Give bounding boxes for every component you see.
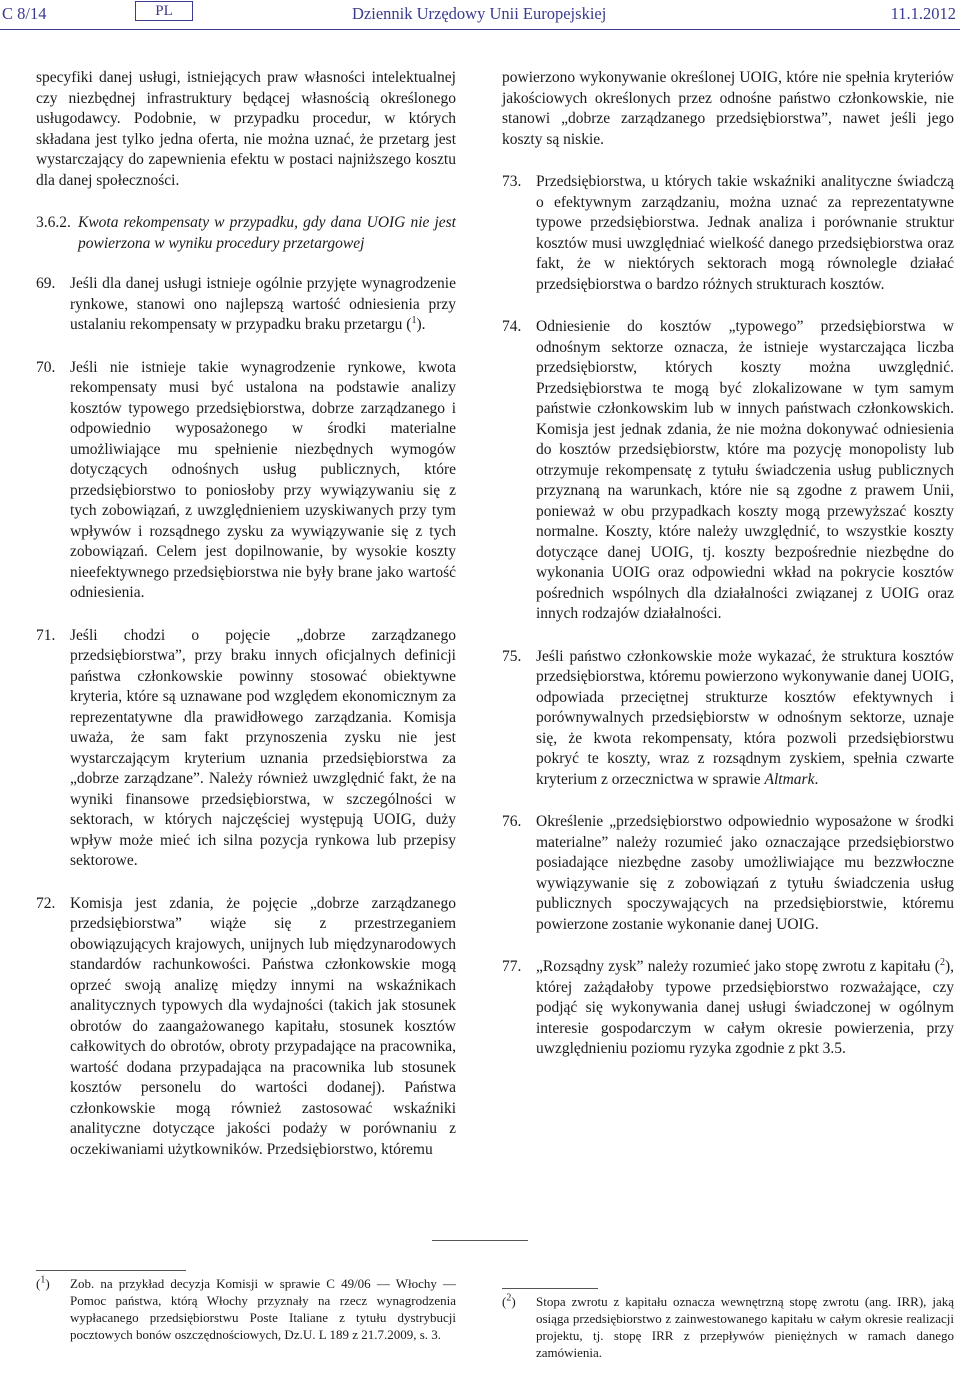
- section-title: Kwota rekompensaty w przypadku, gdy dana UOIG nie jest powierzona w wyniku procedury przetargowej: [78, 214, 456, 252]
- paragraph-72: 72. Komisja jest zdania, że pojęcie „dobrze zarządzanego przedsiębiorstwa” wiąże się z przestrzeganiem obowiązujących krajowych, unijnych lub międzynarodowych standardów rachunkowości. Państwa członkowskie mogą oprzeć swoją analizę między innymi na wskaźnikach analitycznych typowych dla wydajności (takich jak stosunek obrotów do zaangażowanego kapitału, stosunek kosztów całkowitych do obrotów, obroty przypadające na pracownika, wartość dodana przypadająca na pracownika lub stosunek kosztów personelu do wartości dodanej). Państwa członkowskie mogą również zastosować wskaźniki analityczne dotyczące jakości podaży w porównaniu z oczekiwaniami użytkowników. Przedsiębiorstwo, któremu: [36, 894, 456, 1161]
- footnote-marker: ($^2$): [502, 1292, 516, 1309]
- footnote-marker: ($^1$): [36, 1274, 50, 1291]
- paragraph-number: 70.: [36, 358, 56, 376]
- paragraph-number: 75.: [502, 647, 522, 665]
- left-column: [36, 68, 456, 1160]
- header-rule: [0, 29, 960, 30]
- paragraph-71: 71. Jeśli chodzi o pojęcie „dobrze zarządzanego przedsiębiorstwa”, przy braku innych oficjalnych definicji państwa członkowskie powinny stosować obiektywne kryteria, które są uznawane pod względem ekonomicznym za reprezentatywne dla prawidłowego zarządzania. Komisja uważa, że sam fakt przynoszenia zysku nie jest wystarczającym kryterium uznania przedsiębiorstwa za „dobrze zarządzane”. Należy również uwzględnić fakt, że na wyniki finansowe przedsiębiorstwa, w szczególności w sektorach, w których najczęściej występują UOIG, duży wpływ może mieć ich silna pozycja rynkowa lub przepisy sektorowe.: [36, 626, 456, 872]
- footnote-text: Zob. na przykład decyzja Komisji w sprawie C 49/06 — Włochy — Pomoc państwa, którą Włochy przyznały na rzecz wynagrodzenia wypłacanego przedsiębiorstwu Poste Italiane z tytułu dystrybucji pocztowych bonów oszczędnościowych, Dz.U. L 189 z 21.7.2009, s. 3.: [70, 1276, 456, 1342]
- issue-date: 11.1.2012: [890, 4, 956, 23]
- journal-title: Dziennik Urzędowy Unii Europejskiej: [352, 4, 607, 23]
- left-intro-paragraph: specyfiki danej usługi, istniejących praw własności intelektualnej czy niezbędnej infrastruktury będącej własnością określonego usługodawcy. Podobnie, w przypadku procedur, w których składana jest tylko jedna oferta, nie można uznać, że przetarg jest wystarczający do zapewnienia efektu w postaci najniższego kosztu dla danej społeczności.: [36, 69, 456, 189]
- case-name: Altmark: [764, 770, 815, 788]
- paragraph-73: 73. Przedsiębiorstwa, u których takie wskaźniki analityczne świadczą o efektywnym zarządzaniu, można uznać za reprezentatywne typowe przedsiębiorstwa. Jednak analiza i porównanie struktur kosztów musi uwzględniać wielkość danego przedsiębiorstwa oraz fakt, że w niektórych sektorach mogą równolegle działać przedsiębiorstwa o bardzo różnych strukturach kosztów.: [502, 172, 954, 295]
- paragraph-75: 75. Jeśli państwo członkowskie może wykazać, że struktura kosztów przedsiębiorstwa, któremu powierzono wykonywanie danej UOIG, odpowiada przeciętnej strukturze kosztów efektywnych i porównywalnych przedsiębiorstw w odnośnym sektorze, uznaje się, że kwota rekompensaty, która pozwoli przedsiębiorstwu pokryć te koszty, wraz z rozsądnym zyskiem, spełnia czwarte kryterium z orzecznictwa w sprawie Altmark.: [502, 647, 954, 791]
- paragraph-70: 70. Jeśli nie istnieje takie wynagrodzenie rynkowe, kwota rekompensaty musi być ustalona na podstawie analizy kosztów typowego przedsiębiorstwa, dobrze zarządzanego i odpowiednio wyposażonego w środki materialne umożliwiające mu spełnienie niezbędnych wymogów dotyczących odnośnych usług publicznych, które przedsiębiorstwo to poniosłoby przy wywiązywaniu się z tych zobowiązań, z uwzględnieniem uzyskiwanych przy tym wpływów i rozsądnego zysku za wywiązywanie się z tych zobowiązań. Celem jest dopilnowanie, by wysokie koszty nieefektywnego przedsiębiorstwa nie były brane jako wartość odniesienia.: [36, 358, 456, 604]
- footnote-2: [502, 1293, 954, 1361]
- paragraph-74: 74. Odniesienie do kosztów „typowego” przedsiębiorstwa w odnośnym sektorze oznacza, że istnieje wystarczająca liczba przedsiębiorstw, których koszty można uwzględnić. Przedsiębiorstwa te mogą być zlokalizowane w tym samym państwie członkowskim lub w innych państwach członkowskich. Komisja jest jednak zdania, że nie można dokonywać odniesienia do kosztów przedsiębiorstw, które ma pozycję monopolisty lub otrzymuje rekompensatę z tytułu świadczenia usług publicznych przyznaną na warunkach, które nie są zgodne z prawem Unii, ponieważ w obu przypadkach koszty mogą przewyższać koszty normalne. Koszty, które należy uwzględnić, to wszystkie koszty dotyczące danej UOIG, tj. koszty bezpośrednie niezbędne do wykonania UOIG oraz odpowiedni wkład na pokrycie kosztów pośrednich wspólnych dla działalności związanej z UOIG oraz innych rodzajów działalności.: [502, 317, 954, 625]
- footnote-1: [36, 1275, 456, 1343]
- paragraph-number: 71.: [36, 626, 56, 644]
- footnote-text: Stopa zwrotu z kapitału oznacza wewnętrzną stopę zwrotu (ang. IRR), jaką osiąga przedsiębiorstwo z zainwestowanego kapitału w całym okresie realizacji projektu, tj. stopę IRR z przepływów pieniężnych w ramach danego zamówienia.: [536, 1294, 954, 1360]
- paragraph-number: 77.: [502, 958, 522, 975]
- page-header: [0, 0, 960, 30]
- footnote-ref-1[interactable]: 1: [411, 314, 417, 326]
- footnote-rule-right: [502, 1288, 598, 1289]
- paragraph-number: 73.: [502, 173, 522, 190]
- paragraph-number: 76.: [502, 813, 522, 830]
- right-column: [502, 68, 954, 1060]
- paragraph-69: 69. Jeśli dla danej usługi istnieje ogólnie przyjęte wynagrodzenie rynkowe, stanowi ono najlepszą wartość odniesienia przy ustalaniu rekompensaty w przypadku braku przetargu ($^1$).: [36, 274, 456, 336]
- paragraph-77: 77. „Rozsądny zysk” należy rozumieć jako stopę zwrotu z kapitału ($^2$), której zażądałoby typowe przedsiębiorstwo rozważające, czy podjąć się wykonywania danej usługi świadczonej w ogólnym interesie gospodarczym w całym okresie powierzenia, przy uwzględnieniu poziomu ryzyka zgodnie z pkt 3.5.: [502, 957, 954, 1060]
- section-number: 3.6.2.: [36, 214, 71, 231]
- paragraph-number: 69.: [36, 275, 56, 292]
- paragraph-76: 76. Określenie „przedsiębiorstwo odpowiednio wyposażone w środki materialne” należy rozumieć jako oznaczające przedsiębiorstwo posiadające niezbędne zasoby umożliwiające mu bezzwłoczne wywiązywanie się z zobowiązań z tytułu świadczenia usług publicznych spoczywających na przedsiębiorstwie, któremu powierzone zostanie wykonanie danej UOIG.: [502, 812, 954, 935]
- paragraph-number: 72.: [36, 894, 56, 912]
- page-number: C 8/14: [2, 4, 47, 23]
- footnote-rule-left: [36, 1270, 186, 1271]
- paragraph-number: 74.: [502, 318, 522, 335]
- footnote-ref-2[interactable]: 2: [939, 956, 945, 968]
- language-badge: PL: [135, 1, 193, 21]
- content-end-rule: [432, 1240, 528, 1241]
- section-heading: [36, 213, 456, 254]
- right-intro-paragraph: powierzono wykonywanie określonej UOIG, które nie spełnia kryteriów jakościowych określonych przez odnośne państwo członkowskie, nie stanowi „dobrze zarządzanego przedsiębiorstwa”, nawet jeśli jego koszty są niskie.: [502, 69, 954, 148]
